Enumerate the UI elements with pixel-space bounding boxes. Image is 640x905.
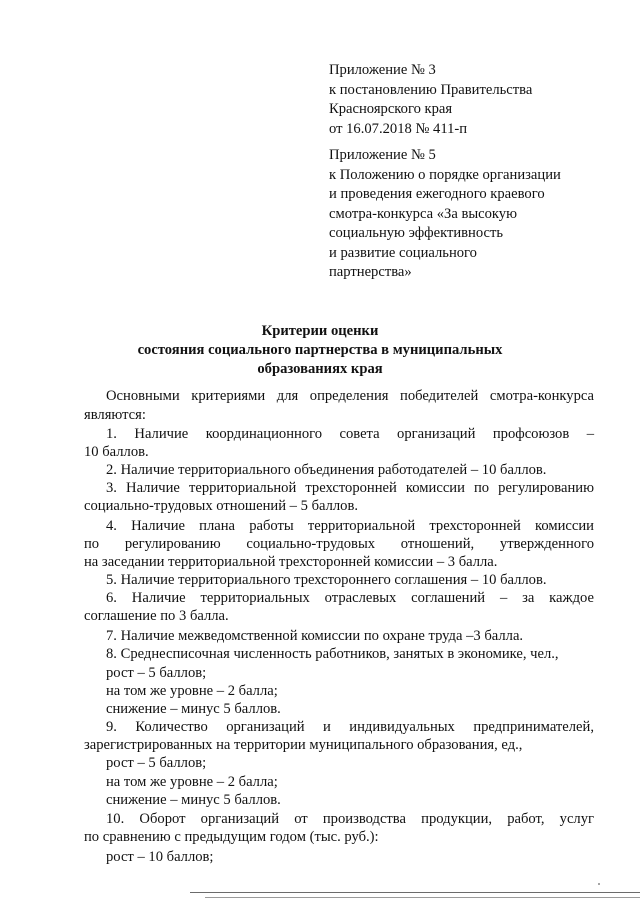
criterion-8-option: на том же уровне – 2 балла; [106,683,278,699]
criterion-6-cont: соглашение по 3 балла. [84,608,229,624]
criterion-3-cont: социально-трудовых отношений – 5 баллов. [84,498,359,514]
criterion-9-cont: зарегистрированных на территории муниципального образования, ед., [84,737,523,753]
scan-edge-line [190,892,640,893]
appendix-5-block [329,146,561,283]
appendix-5-line: социальную эффективность [329,225,504,241]
scan-speck [598,883,600,885]
criterion-1-cont: 10 баллов. [84,444,149,460]
appendix-5-line: и развитие социального [329,244,477,261]
criterion-2: 2. Наличие территориального объединения работодателей – 10 баллов. [106,462,547,478]
appendix-5-line: смотра-конкурса «За высокую [329,205,518,222]
appendix-5-line: и проведения ежегодного краевого [329,186,545,202]
criterion-9-option: на том же уровне – 2 балла; [106,774,278,790]
appendix-3-line: Приложение № 3 [329,62,436,78]
intro-line: являются: [84,407,146,423]
criterion-10: 10. Оборот организаций от производства продукции, работ, услуг [106,811,594,827]
criterion-8-option: рост – 5 баллов; [106,665,207,681]
criterion-8: 8. Среднесписочная численность работников, занятых в экономике, чел., [106,646,559,662]
criterion-10-option: рост – 10 баллов; [106,849,214,865]
appendix-5-line: Приложение № 5 [329,147,436,163]
title-line: Критерии оценки [261,323,379,339]
appendix-3-line: к постановлению Правительства [329,81,533,98]
criterion-6: 6. Наличие территориальных отраслевых соглашений – за каждое [106,590,594,606]
criterion-9-option: снижение – минус 5 баллов. [106,792,281,808]
title-line: состояния социального партнерства в муниципальных [137,342,503,358]
intro-line: Основными критериями для определения победителей смотра-конкурса [106,388,594,404]
appendix-3-block [329,61,532,139]
criterion-8-option: снижение – минус 5 баллов. [106,701,281,717]
appendix-5-line: к Положению о порядке организации [329,166,561,183]
criterion-5: 5. Наличие территориального трехстороннего соглашения – 10 баллов. [106,572,547,588]
scan-edge-line [205,897,640,898]
criterion-4-cont: по регулированию социально-трудовых отношений, утвержденного [84,536,594,552]
title-line: образованиях края [257,361,383,377]
criterion-7: 7. Наличие межведомственной комиссии по охране труда –3 балла. [106,628,524,644]
criterion-1: 1. Наличие координационного совета организаций профсоюзов – [106,426,594,442]
criterion-9: 9. Количество организаций и индивидуальных предпринимателей, [106,719,594,735]
criterion-3: 3. Наличие территориальной трехсторонней комиссии по регулированию [106,480,594,496]
appendix-5-line: партнерства» [329,264,412,280]
appendix-3-line: от 16.07.2018 № 411-п [329,120,468,137]
criterion-9-option: рост – 5 баллов; [106,755,207,771]
appendix-3-line: Красноярского края [329,101,453,117]
criterion-4-cont: на заседании территориальной трехсторонней комиссии – 3 балла. [84,554,498,570]
criterion-10-cont: по сравнению с предыдущим годом (тыс. руб.): [84,829,379,845]
criterion-4: 4. Наличие плана работы территориальной трехсторонней комиссии [106,518,594,534]
document-title [0,322,640,379]
